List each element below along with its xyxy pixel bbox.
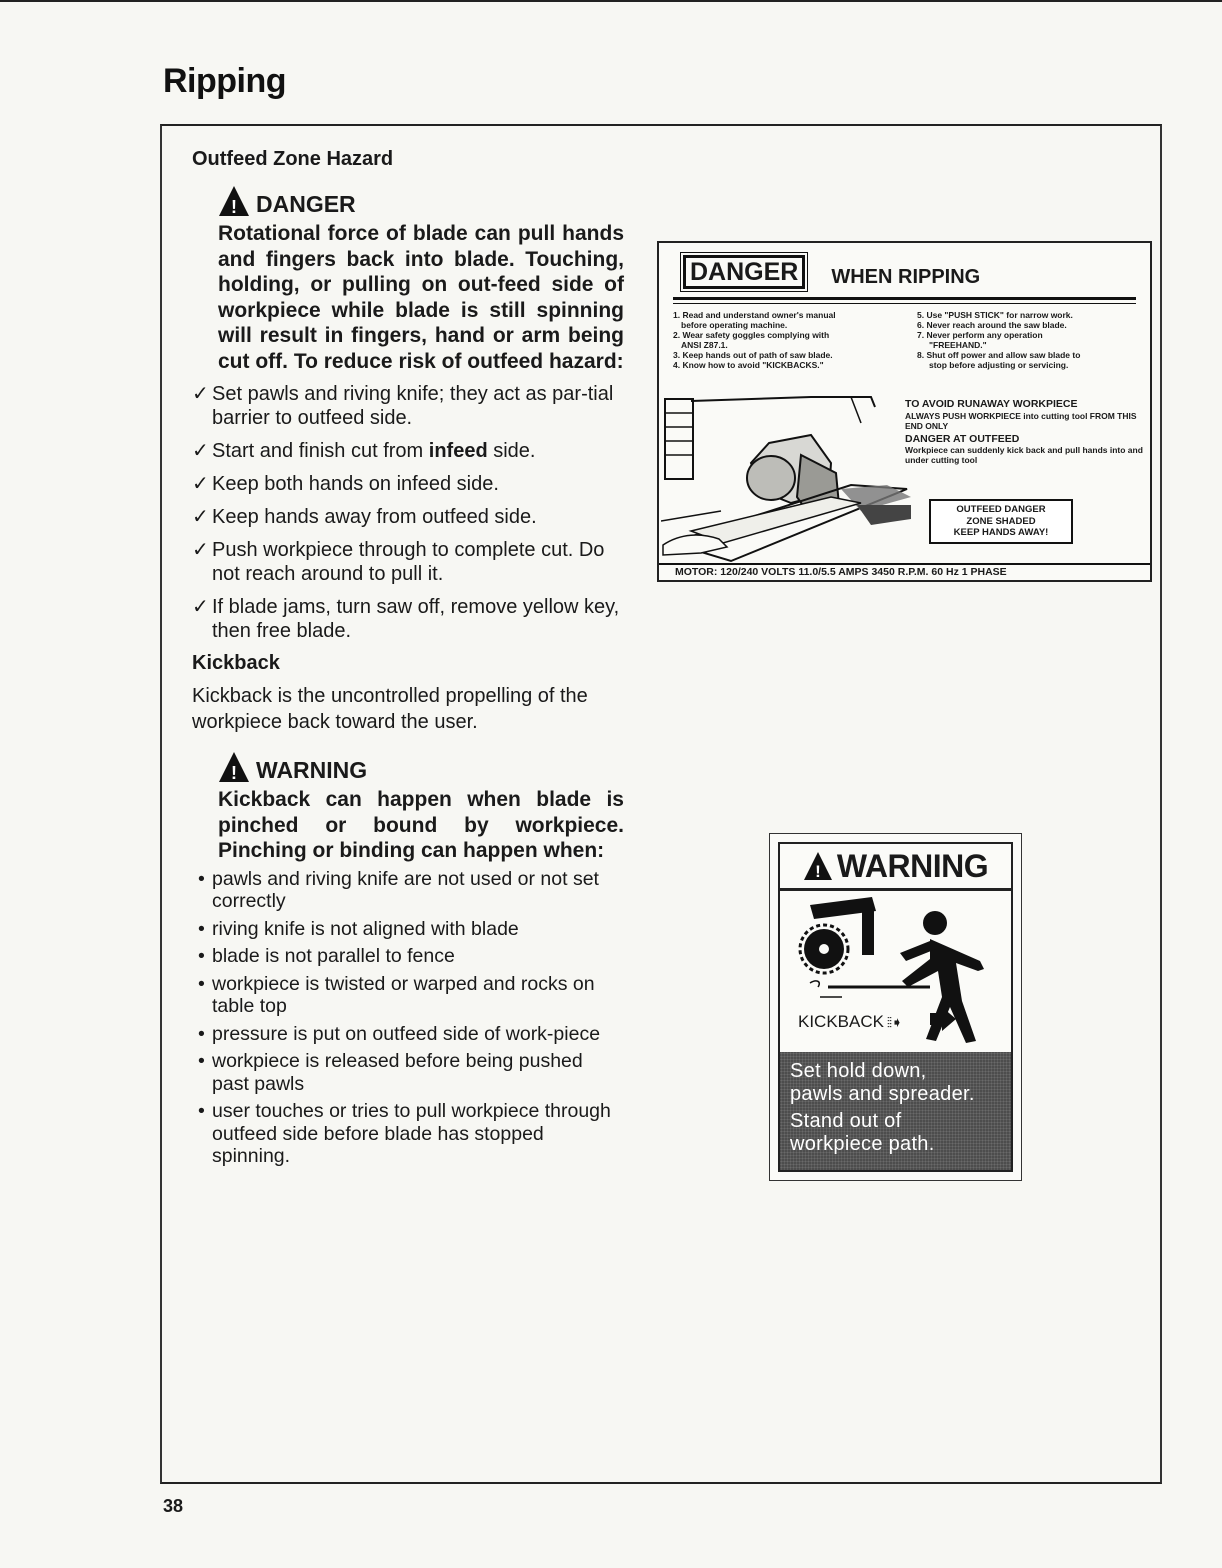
check-item: ✓ Push workpiece through to complete cut. Do not reach around to pull it.: [192, 539, 605, 585]
label-rule-line: 4. Know how to avoid "KICKBACKS.": [673, 360, 824, 370]
kickback-causes-list: [198, 868, 624, 1168]
list-item: • workpiece is released before being pushed past pawls: [198, 1050, 624, 1095]
runaway-text: ALWAYS PUSH WORKPIECE into cutting tool FROM THIS END ONLY: [905, 410, 1137, 431]
label-rule-line: 6. Never reach around the saw blade.: [917, 320, 1067, 330]
label-rule-line: stop before adjusting or servicing.: [929, 360, 1069, 370]
zone-line: KEEP HANDS AWAY!: [953, 527, 1049, 538]
label-rule: [673, 297, 1136, 300]
list-item: • riving knife is not aligned with blade: [198, 918, 624, 941]
page-title: Ripping: [163, 62, 287, 100]
check-item: ✓ Keep both hands on infeed side.: [192, 473, 499, 495]
zone-line: ZONE SHADED: [966, 515, 1036, 527]
svg-text:!: !: [815, 862, 821, 881]
runaway-title: TO AVOID RUNAWAY WORKPIECE: [905, 398, 1078, 410]
danger-alert: [218, 185, 624, 374]
warning-label: [769, 833, 1022, 1181]
label-rule: [673, 303, 1136, 304]
list-item: • workpiece is twisted or warped and rocks on table top: [198, 973, 624, 1018]
label-rule-line: 5. Use "PUSH STICK" for narrow work.: [917, 310, 1073, 320]
danger-triangle-icon: [218, 185, 254, 217]
outfeed-text: Workpiece can suddenly kick back and pull hands into and under cutting tool: [905, 445, 1143, 465]
warning-triangle-icon: [218, 751, 254, 783]
warning-triangle-icon: [803, 851, 837, 881]
list-item: • user touches or tries to pull workpiece through outfeed side before blade has stopped spinning.: [198, 1100, 624, 1168]
outfeed-title: DANGER AT OUTFEED: [905, 432, 1020, 445]
checkmark-icon: ✓: [192, 506, 209, 528]
instruction-line: pawls and spreader.: [790, 1083, 975, 1105]
checkmark-icon: ✓: [192, 383, 209, 405]
danger-label-title: WHEN RIPPING: [831, 266, 981, 288]
danger-box-word: DANGER: [683, 255, 805, 289]
outfeed-heading: Outfeed Zone Hazard: [192, 148, 394, 170]
check-item: ✓ Keep hands away from outfeed side.: [192, 506, 537, 528]
check-item: ✓ If blade jams, turn saw off, remove yellow key, then free blade.: [192, 596, 620, 642]
danger-word: DANGER: [256, 190, 356, 217]
label-rule-line: "FREEHAND.": [929, 340, 987, 350]
infeed-emphasis: infeed: [428, 440, 488, 462]
label-rule-line: 1. Read and understand owner's manual: [673, 310, 836, 320]
checkmark-icon: ✓: [192, 596, 209, 618]
label-rule-line: 8. Shut off power and allow saw blade to: [917, 350, 1081, 360]
zone-line: OUTFEED DANGER: [956, 504, 1046, 515]
instruction-line: workpiece path.: [790, 1133, 935, 1155]
svg-text:!: !: [231, 763, 237, 783]
checkmark-icon: ✓: [192, 440, 209, 462]
left-column: [192, 148, 624, 1173]
checkmark-icon: ✓: [192, 473, 209, 495]
list-item: • pawls and riving knife are not used or not set correctly: [198, 868, 624, 913]
warning-alert: [218, 751, 624, 864]
label-rules-left: [673, 310, 903, 370]
outfeed-checklist: [192, 382, 624, 643]
warning-label-word: WARNING: [836, 847, 989, 884]
checkmark-icon: ✓: [192, 539, 209, 561]
label-rule-line: ANSI Z87.1.: [681, 340, 728, 350]
label-warning-text: [905, 399, 1145, 465]
label-rule-line: 3. Keep hands out of path of saw blade.: [673, 350, 833, 360]
kickback-caption: KICKBACK ⦙⦙➧: [798, 1012, 902, 1031]
label-rule-line: 7. Never perform any operation: [917, 330, 1043, 340]
label-rule-line: 2. Wear safety goggles complying with: [673, 330, 830, 340]
danger-text: Rotational force of blade can pull hands and fingers back into blade. Touching, holding, or pulling on out-feed side of workpiece while blade is still spinning will result in fingers, hand or arm being cut off. To reduce risk of outfeed hazard:: [218, 222, 624, 373]
check-item: ✓ Start and finish cut from infeed side.: [192, 440, 536, 462]
warning-text: Kickback can happen when blade is pinched or bound by workpiece. Pinching or binding can happen when:: [218, 788, 624, 862]
kickback-heading: Kickback: [192, 652, 280, 674]
motor-spec: MOTOR: 120/240 VOLTS 11.0/5.5 AMPS 3450 R.P.M. 60 Hz 1 PHASE: [659, 563, 1150, 580]
kickback-definition: Kickback is the uncontrolled propelling of the workpiece back toward the user.: [192, 685, 588, 733]
instruction-line: Set hold down,: [790, 1060, 927, 1082]
warning-instructions: [780, 1052, 1011, 1170]
page-number: 38: [163, 1496, 184, 1516]
kickback-arrow-icon: ⦙⦙➧: [883, 1014, 902, 1030]
outfeed-zone-box: [929, 499, 1073, 544]
svg-text:!: !: [231, 197, 237, 217]
list-item: • blade is not parallel to fence: [198, 945, 624, 968]
label-rules-right: [917, 310, 1147, 370]
page-top-rule: [0, 0, 1222, 2]
saw-outfeed-illustration: [661, 393, 911, 563]
label-rule-line: before operating machine.: [681, 320, 788, 330]
danger-label: [657, 241, 1152, 582]
list-item: • pressure is put on outfeed side of work-piece: [198, 1023, 624, 1046]
warning-word: WARNING: [256, 756, 368, 783]
instruction-line: Stand out of: [790, 1110, 902, 1132]
check-item: ✓ Set pawls and riving knife; they act as par-tial barrier to outfeed side.: [192, 383, 614, 429]
